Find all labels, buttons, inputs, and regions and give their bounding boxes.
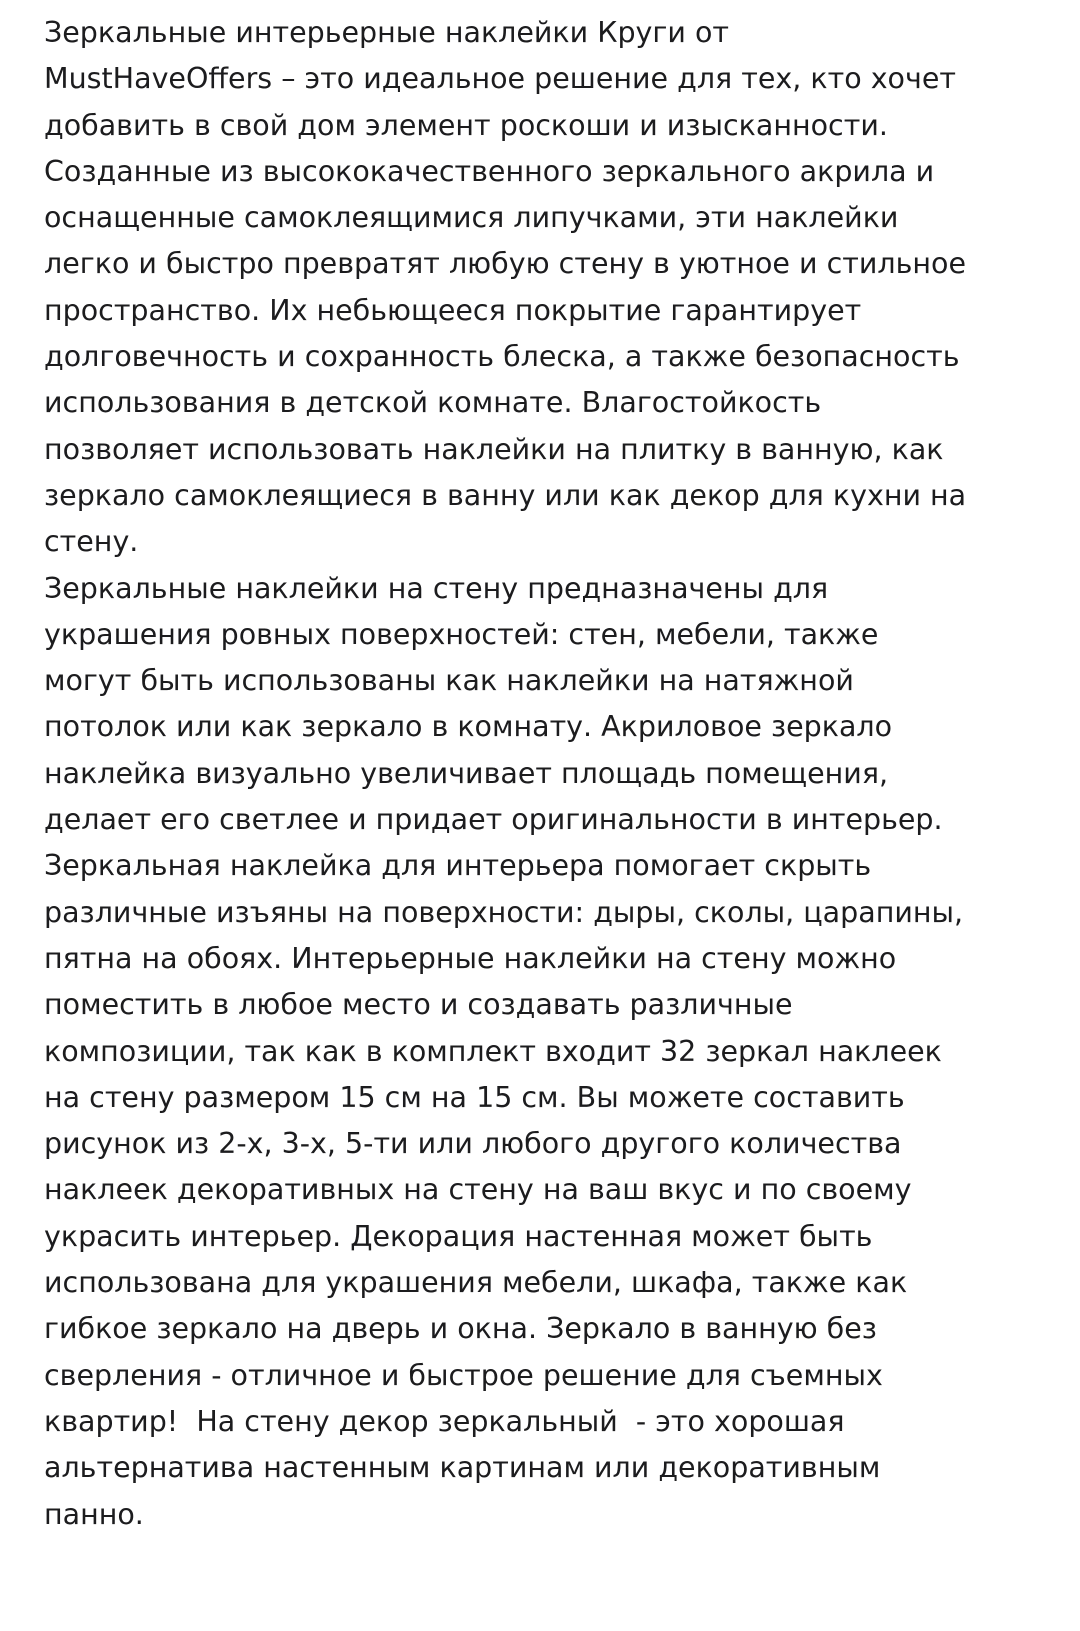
description-line: добавить в свой дом элемент роскоши и изысканности.	[44, 108, 888, 142]
description-line: оснащенные самоклеящимися липучками, эти наклейки	[44, 201, 899, 235]
description-line: украсить интерьер. Декорация настенная может быть	[44, 1219, 873, 1253]
description-line: поместить в любое место и создавать различные	[44, 988, 793, 1022]
description-line: зеркало самоклеящиеся в ванну или как декор для кухни на	[44, 478, 967, 512]
description-line: различные изъяны на поверхности: дыры, сколы, царапины,	[44, 895, 964, 929]
description-line: сверления - отличное и быстрое решение для съемных	[44, 1358, 883, 1392]
description-line: стену.	[44, 525, 139, 559]
description-line: композиции, так как в комплект входит 32 зеркал наклеек	[44, 1034, 942, 1068]
description-line: пятна на обоях. Интерьерные наклейки на стену можно	[44, 941, 897, 975]
description-line: долговечность и сохранность блеска, а также безопасность	[44, 340, 960, 374]
description-line: панно.	[44, 1497, 144, 1531]
description-line: украшения ровных поверхностей: стен, мебели, также	[44, 617, 879, 651]
description-line: Зеркальная наклейка для интерьера помогает скрыть	[44, 849, 872, 883]
description-line: потолок или как зеркало в комнату. Акриловое зеркало	[44, 710, 893, 744]
description-line: Созданные из высококачественного зеркального акрила и	[44, 154, 935, 188]
description-line: Зеркальные наклейки на стену предназначены для	[44, 571, 829, 605]
description-line: альтернатива настенным картинам или декоративным	[44, 1451, 881, 1485]
description-line: позволяет использовать наклейки на плитку в ванную, как	[44, 432, 944, 466]
description-line: наклеек декоративных на стену на ваш вкус и по своему	[44, 1173, 912, 1207]
description-line: пространство. Их небьющееся покрытие гарантирует	[44, 293, 862, 327]
description-line: квартир! На стену декор зеркальный - это хорошая	[44, 1404, 845, 1438]
description-line: использования в детской комнате. Влагостойкость	[44, 386, 822, 420]
description-line: MustHaveOffers – это идеальное решение для тех, кто хочет	[44, 62, 956, 96]
description-line: гибкое зеркало на дверь и окна. Зеркало в ванную без	[44, 1312, 877, 1346]
description-line: делает его светлее и придает оригинальности в интерьер.	[44, 803, 943, 837]
description-line: использована для украшения мебели, шкафа, также как	[44, 1266, 908, 1300]
description-line: на стену размером 15 см на 15 см. Вы можете составить	[44, 1080, 905, 1114]
description-line: Зеркальные интерьерные наклейки Круги от	[44, 16, 730, 49]
description-line: легко и быстро превратят любую стену в уютное и стильное	[44, 247, 967, 281]
description-line: наклейка визуально увеличивает площадь помещения,	[44, 756, 889, 790]
description-line: могут быть использованы как наклейки на натяжной	[44, 664, 854, 698]
product-description	[44, 10, 1054, 1538]
description-line: рисунок из 2-х, 3-х, 5-ти или любого другого количества	[44, 1127, 902, 1161]
